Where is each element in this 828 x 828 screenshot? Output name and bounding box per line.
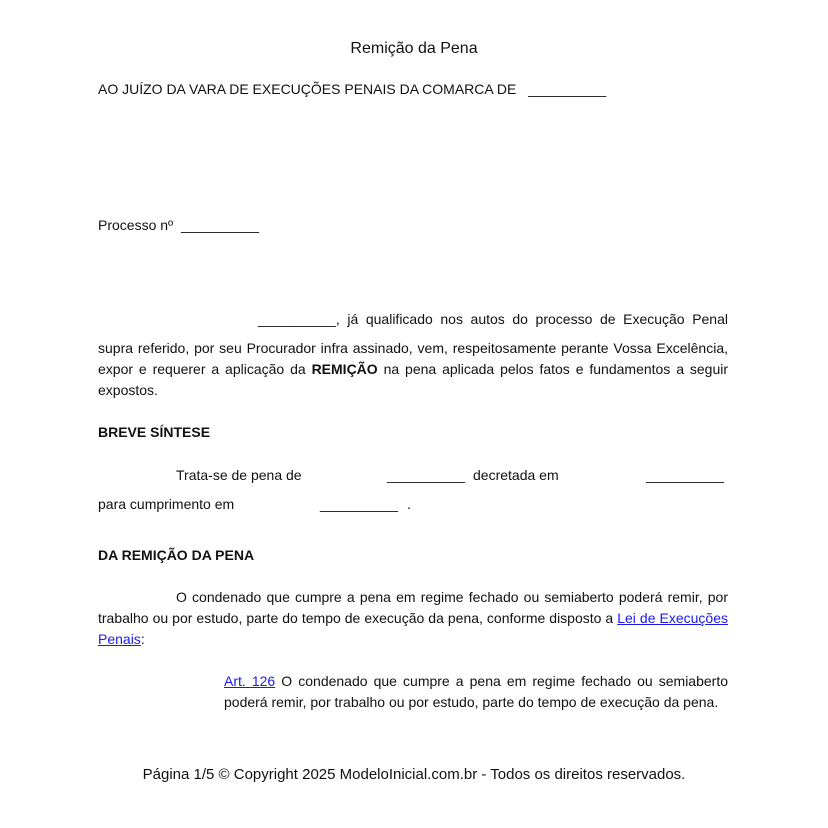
remicao-paragraph (98, 587, 728, 650)
footer: Página 1/5 © Copyright 2025 ModeloInicial.com.br - Todos os direitos reservados. (142, 766, 686, 783)
pena-blank: __________ (387, 467, 465, 483)
addressee-text: AO JUÍZO DA VARA DE EXECUÇÕES PENAIS DA COMARCA DE (98, 81, 517, 97)
trata-label: Trata-se de pena de (176, 467, 302, 483)
article-quote (224, 671, 728, 713)
intro-text-end: na pena aplicada pelos fatos e fundamentos a seguir expostos. (98, 361, 729, 398)
decretada-label: decretada em (473, 467, 559, 483)
processo-blank: __________ (181, 217, 260, 233)
art-126-link[interactable]: Art. 126 (224, 673, 276, 689)
para-label: para cumprimento em (98, 496, 235, 512)
addressee (98, 80, 606, 98)
intro-first-text: , já qualificado nos autos do processo de Execução Penal (335, 311, 728, 327)
remicao-text: O condenado que cumpre a pena em regime fechado ou semiaberto poderá remir, por trabalho ou por estudo, parte do tempo de execução da pena, conforme disposto a (98, 589, 728, 626)
cumprimento-blank: __________ (320, 496, 398, 512)
intro-text: supra referido, por seu Procurador infra assinado, vem, respeitosamente perante Vossa Excelência, expor e requerer a aplicação da (98, 340, 728, 377)
comarca-blank: __________ (528, 81, 607, 97)
lei-execucoes-link[interactable]: Lei de Execuções Penais (98, 610, 728, 647)
processo-label: Processo nº (98, 217, 174, 233)
decretada-blank: __________ (646, 467, 724, 483)
colon: : (140, 631, 145, 647)
document-title: Remição da Pena (350, 40, 478, 57)
intro-bold: REMIÇÃO (311, 361, 378, 377)
heading-breve-sintese: BREVE SÍNTESE (98, 424, 211, 440)
heading-remicao: DA REMIÇÃO DA PENA (98, 547, 255, 563)
quote-text: O condenado que cumpre a pena em regime fechado ou semiaberto poderá remir, por trabalho ou por estudo, parte do tempo de execução da pena. (224, 673, 729, 710)
processo-line (98, 216, 259, 234)
intro-first-line (258, 309, 728, 330)
period: . (407, 496, 411, 512)
party-blank: __________ (258, 311, 336, 327)
intro-paragraph (98, 338, 728, 401)
